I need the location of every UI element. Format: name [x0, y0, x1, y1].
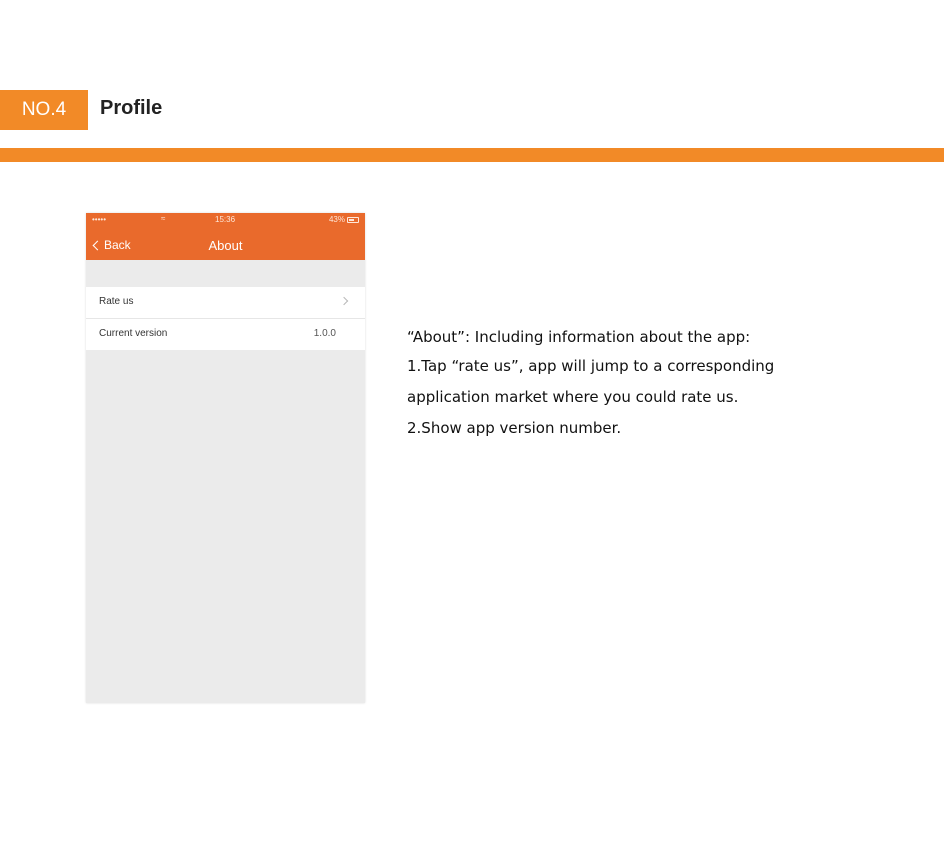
battery-percent: 43% [328, 215, 345, 224]
description-line: application market where you could rate us. [407, 388, 739, 406]
description-line: 2.Show app version number. [407, 419, 622, 437]
battery-status [329, 215, 359, 224]
wifi-icon: ≈ [161, 214, 166, 223]
version-value: 1.0.0 [313, 328, 336, 339]
section-number-badge: NO.4 [0, 90, 88, 130]
section-divider [0, 148, 944, 162]
back-label: Back [104, 238, 131, 252]
phone-screenshot [86, 213, 365, 703]
row-label: Rate us [99, 296, 134, 307]
section-title: Profile [100, 97, 163, 119]
description-line: 1.Tap “rate us”, app will jump to a corresponding [407, 357, 775, 375]
page-title: About [208, 238, 243, 253]
row-label: Current version [99, 328, 168, 339]
chevron-right-icon [340, 297, 348, 305]
battery-icon [347, 217, 359, 223]
description-text [407, 323, 827, 444]
description-line: “About”: Including information about the app: [407, 328, 751, 346]
rate-us-row[interactable] [86, 287, 365, 319]
status-time: 15:36 [215, 215, 236, 224]
settings-list [86, 287, 365, 350]
current-version-row [86, 319, 365, 350]
signal-indicator: ••••• [92, 215, 107, 224]
navigation-bar [86, 213, 365, 260]
status-bar [86, 213, 365, 227]
